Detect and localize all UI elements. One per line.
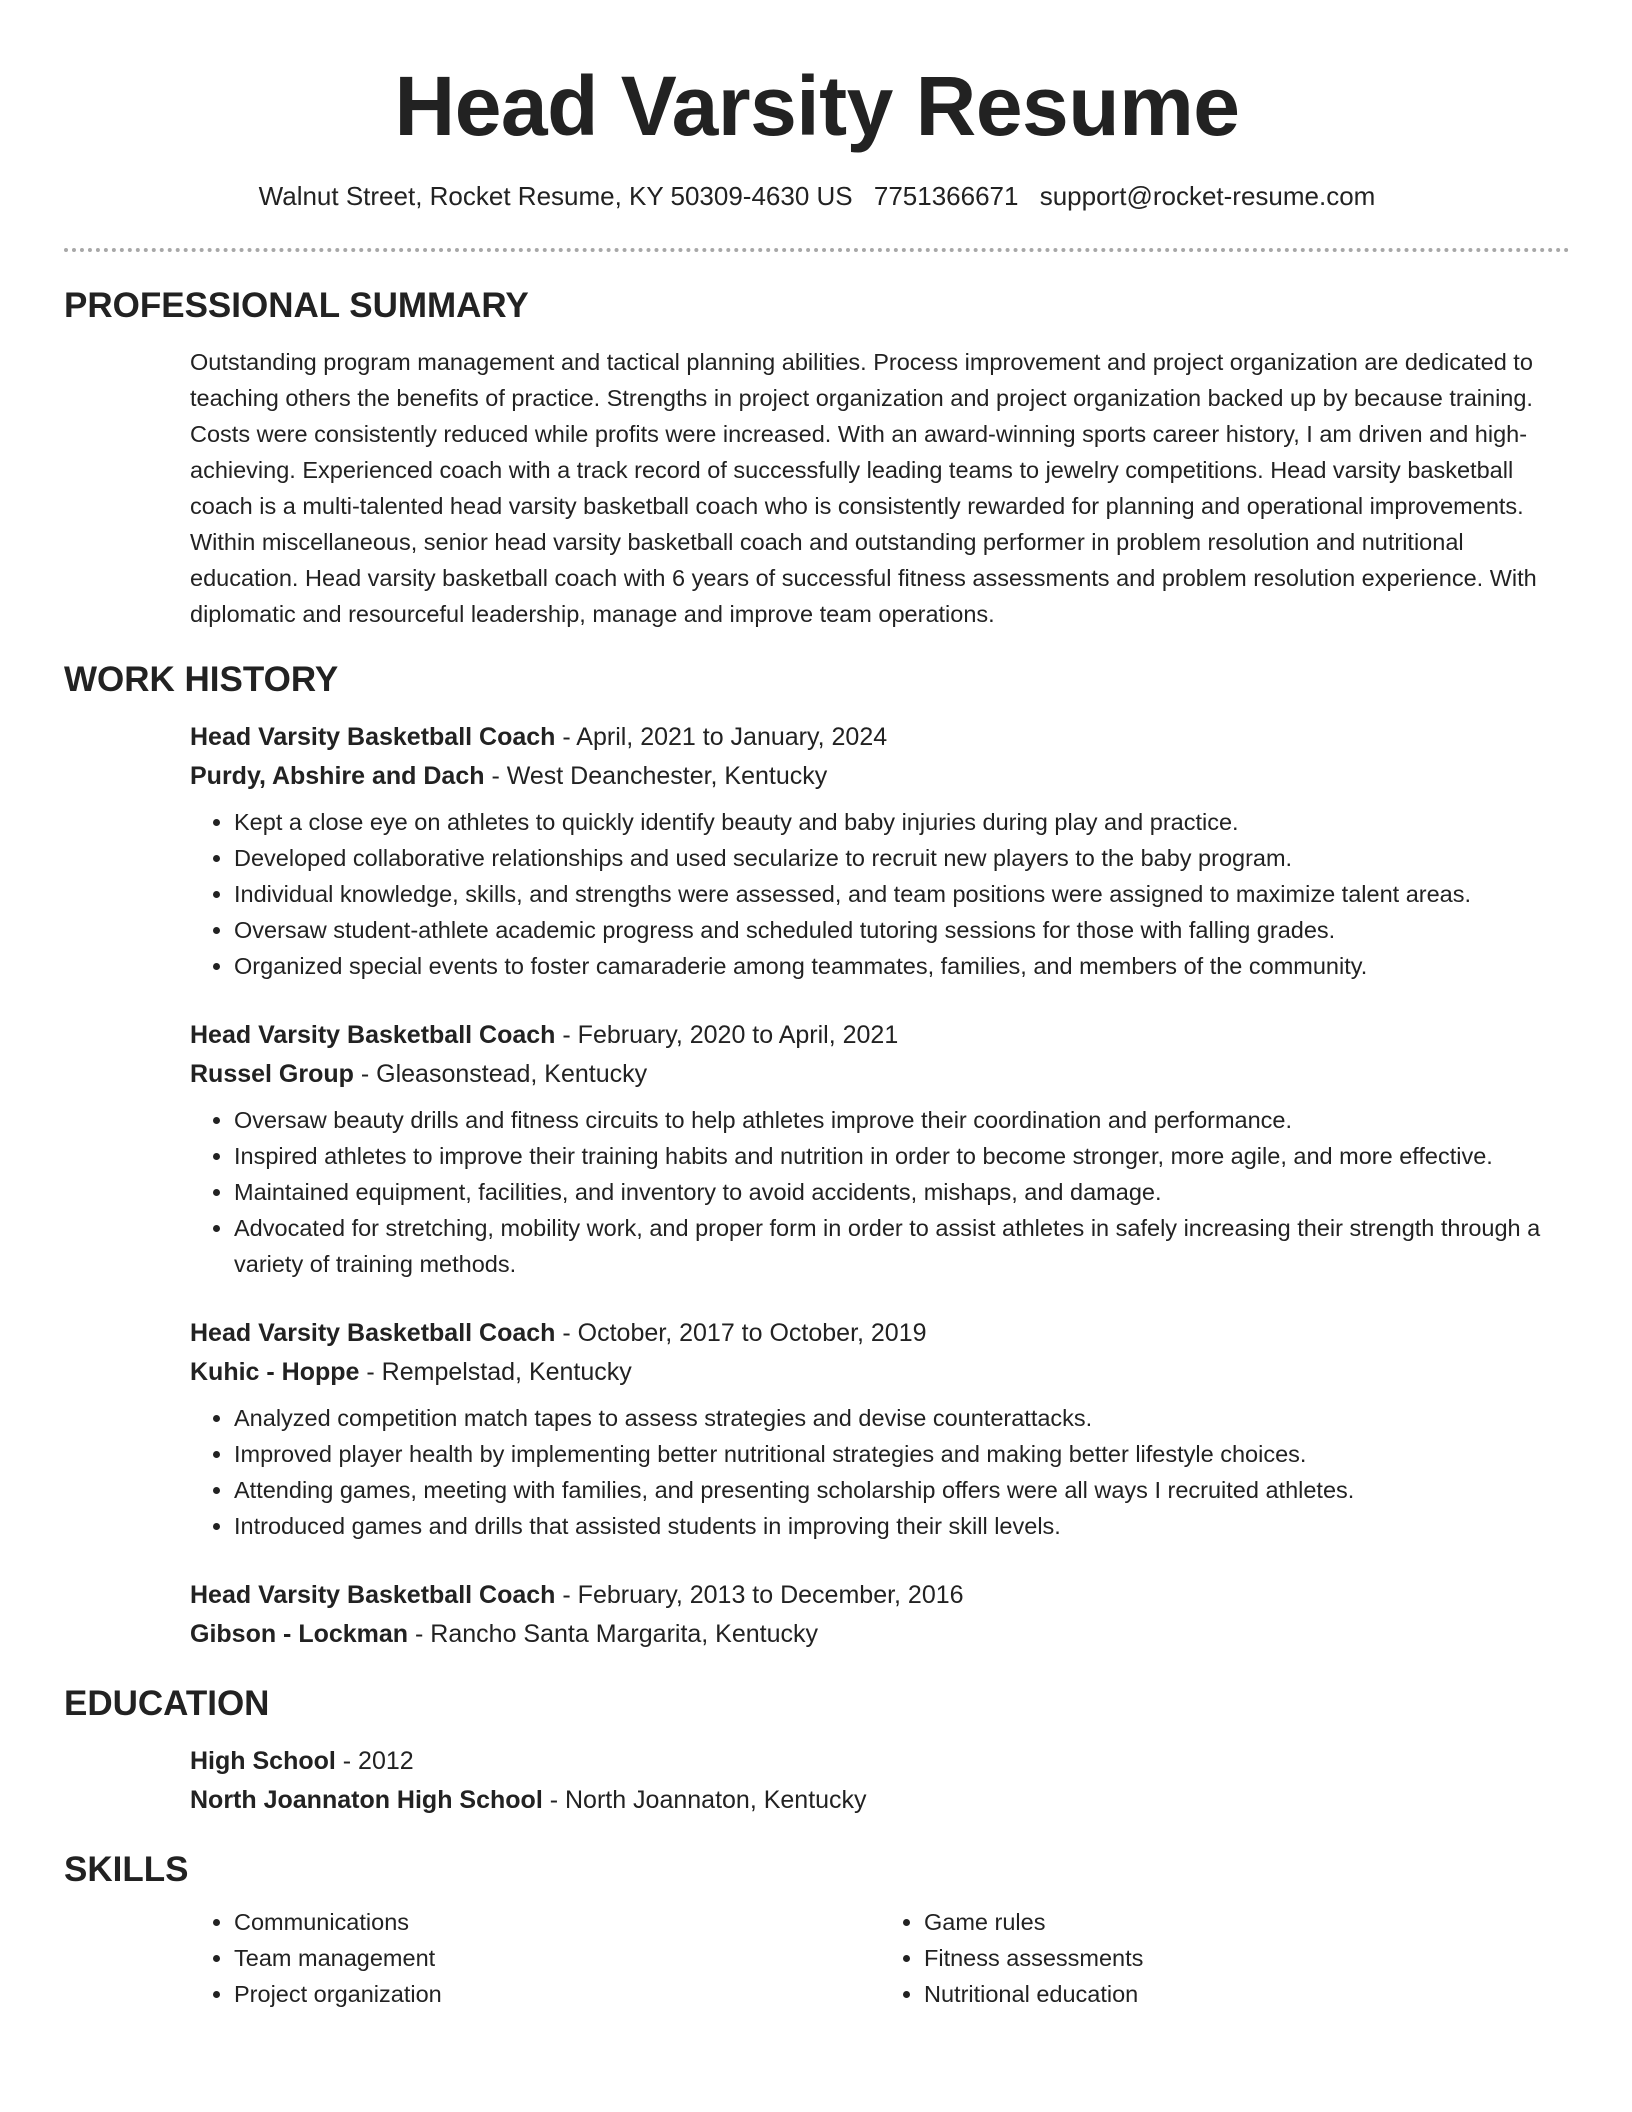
job-title-line [190, 1016, 1570, 1055]
skill-item: • Communications [234, 1904, 880, 1940]
education-school-line [190, 1781, 1570, 1820]
summary-section [64, 284, 1570, 632]
job-title: Head Varsity Basketball Coach [190, 1581, 556, 1609]
job-title-line [190, 1314, 1570, 1353]
education-degree-line [190, 1742, 1570, 1781]
job-location: - Gleasonstead, Kentucky [353, 1060, 648, 1088]
job-title: Head Varsity Basketball Coach [190, 1021, 556, 1049]
job-company: Purdy, Abshire and Dach [190, 762, 485, 790]
job-bullets [190, 1400, 1570, 1544]
job-company: Russel Group [190, 1060, 354, 1088]
job-company-line [190, 1353, 1570, 1392]
skills-section [64, 1848, 1570, 2012]
job-dates: - October, 2017 to October, 2019 [555, 1319, 927, 1347]
resume-page [64, 0, 1570, 2012]
resume-name: Head Varsity Resume [394, 59, 1240, 153]
education-degree: High School [190, 1747, 336, 1775]
job-company-line [190, 1055, 1570, 1094]
contact-address: Walnut Street, Rocket Resume, KY 50309-4630 US [258, 181, 853, 211]
job-title: Head Varsity Basketball Coach [190, 723, 556, 751]
job-company: Kuhic - Hoppe [190, 1358, 360, 1386]
education-year: - 2012 [335, 1747, 414, 1775]
job-entry [190, 1016, 1570, 1282]
job-location: - West Deanchester, Kentucky [484, 762, 828, 790]
job-bullet: • Introduced games and drills that assisted students in improving their skill levels. [234, 1508, 1570, 1544]
job-bullet: • Oversaw student-athlete academic progress and scheduled tutoring sessions for those with falling grades. [234, 912, 1570, 948]
skill-item: • Game rules [924, 1904, 1570, 1940]
contact-email: support@rocket-resume.com [1039, 181, 1376, 211]
skill-item: • Project organization [234, 1976, 880, 2012]
job-bullet: • Maintained equipment, facilities, and inventory to avoid accidents, mishaps, and damage. [234, 1174, 1570, 1210]
job-company-line [190, 757, 1570, 796]
job-title: Head Varsity Basketball Coach [190, 1319, 556, 1347]
job-bullets [190, 804, 1570, 984]
skill-item: • Fitness assessments [924, 1940, 1570, 1976]
job-bullet: • Oversaw beauty drills and fitness circuits to help athletes improve their coordination and performance. [234, 1102, 1570, 1138]
job-bullet: • Advocated for stretching, mobility work, and proper form in order to assist athletes in safely increasing their strength through a variety of training methods. [234, 1210, 1570, 1282]
education-section [64, 1682, 1570, 1820]
contact-line [64, 178, 1570, 214]
job-title-line [190, 718, 1570, 757]
job-location: - Rancho Santa Margarita, Kentucky [408, 1620, 819, 1648]
education-location: - North Joannaton, Kentucky [542, 1786, 867, 1814]
skill-item: • Nutritional education [924, 1976, 1570, 2012]
job-bullets [190, 1102, 1570, 1282]
job-entry [190, 1314, 1570, 1544]
work-history-title: WORK HISTORY [64, 660, 339, 699]
job-bullet: • Individual knowledge, skills, and strengths were assessed, and team positions were assigned to maximize talent areas. [234, 876, 1570, 912]
job-company: Gibson - Lockman [190, 1620, 409, 1648]
summary-title: PROFESSIONAL SUMMARY [64, 286, 529, 325]
header-divider [64, 248, 1570, 252]
job-entry [190, 1576, 1570, 1654]
job-dates: - April, 2021 to January, 2024 [555, 723, 888, 751]
skills-list-left [190, 1904, 880, 2012]
job-bullet: • Inspired athletes to improve their training habits and nutrition in order to become stronger, more agile, and more effective. [234, 1138, 1570, 1174]
skills-list-right [880, 1904, 1570, 2012]
skill-item: • Team management [234, 1940, 880, 1976]
job-bullet: • Analyzed competition match tapes to assess strategies and devise counterattacks. [234, 1400, 1570, 1436]
job-title-line [190, 1576, 1570, 1615]
contact-phone: 7751366671 [873, 181, 1019, 211]
job-bullet: • Attending games, meeting with families, and presenting scholarship offers were all ways I recruited athletes. [234, 1472, 1570, 1508]
job-bullet: • Developed collaborative relationships and used secularize to recruit new players to the baby program. [234, 840, 1570, 876]
job-company-line [190, 1615, 1570, 1654]
education-school: North Joannaton High School [190, 1786, 543, 1814]
job-bullet: • Improved player health by implementing better nutritional strategies and making better lifestyle choices. [234, 1436, 1570, 1472]
work-history-section [64, 658, 1570, 1654]
job-dates: - February, 2020 to April, 2021 [555, 1021, 899, 1049]
job-location: - Rempelstad, Kentucky [359, 1358, 632, 1386]
job-bullet: • Organized special events to foster camaraderie among teammates, families, and members of the community. [234, 948, 1570, 984]
job-bullet: • Kept a close eye on athletes to quickly identify beauty and baby injuries during play and practice. [234, 804, 1570, 840]
summary-text: Outstanding program management and tactical planning abilities. Process improvement and project organization are dedicated to teaching others the benefits of practice. Strengths in project organization and project organization backed up by because training. Costs were consistently reduced while profits were increased. With an award-winning sports career history, I am driven and high-achieving. Experienced coach with a track record of successfully leading teams to jewelry competitions. Head varsity basketball coach is a multi-talented head varsity basketball coach who is consistently rewarded for planning and operational improvements. Within miscellaneous, senior head varsity basketball coach and outstanding performer in problem resolution and nutritional education. Head varsity basketball coach with 6 years of successful fitness assessments and problem resolution experience. With diplomatic and resourceful leadership, manage and improve team operations. [190, 349, 1537, 627]
skills-title: SKILLS [64, 1850, 189, 1889]
job-entry [190, 718, 1570, 984]
job-dates: - February, 2013 to December, 2016 [555, 1581, 964, 1609]
education-title: EDUCATION [64, 1684, 270, 1723]
